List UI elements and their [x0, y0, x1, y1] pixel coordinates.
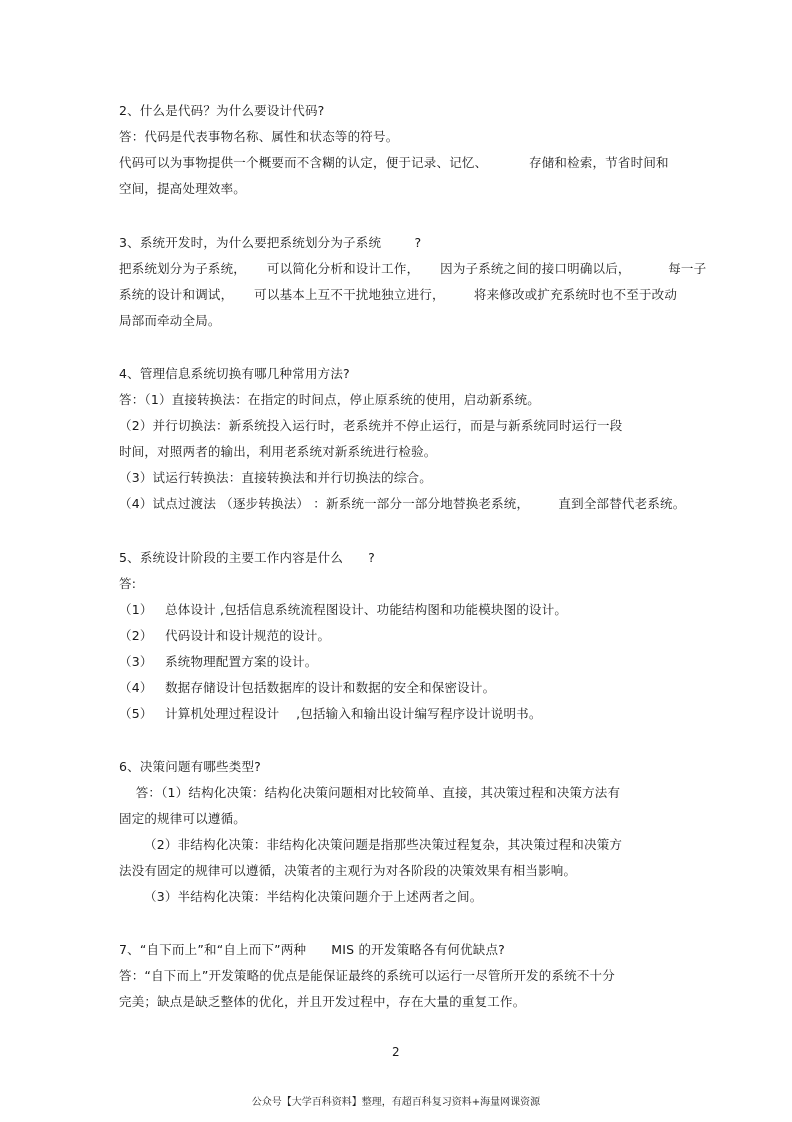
footer-note: 公众号【大学百科资料】整理，有超百科复习资料+海量网课资源: [251, 1097, 541, 1108]
text-line: （1） 总体设计 ,包括信息系统流程图设计、功能结构图和功能模块图的设计。: [119, 602, 568, 617]
text-line: 4、管理信息系统切换有哪几种常用方法?: [119, 366, 350, 381]
page-number: 2: [392, 1045, 400, 1059]
text-line: 法没有固定的规律可以遵循，决策者的主观行为对各阶段的决策效果有相当影响。: [119, 863, 577, 878]
text-line: 答：“自下而上”开发策略的优点是能保证最终的系统可以运行一尽管所开发的系统不十分: [119, 968, 615, 983]
text-line: （5） 计算机处理过程设计 ,包括输入和输出设计编写程序设计说明书。: [119, 706, 542, 721]
text-line: 2、什么是代码？为什么要设计代码?: [119, 103, 325, 118]
text-line: （4） 数据存储设计包括数据库的设计和数据的安全和保密设计。: [119, 680, 496, 695]
text-line: 答:: [119, 576, 137, 591]
text-line: 3、系统开发时，为什么要把系统划分为子系统 ?: [119, 235, 422, 250]
text-line: （2）非结构化决策：非结构化决策问题是指那些决策过程复杂，其决策过程和决策方: [119, 837, 623, 852]
text-line: 5、系统设计阶段的主要工作内容是什么 ?: [119, 550, 375, 565]
text-line: （3） 系统物理配置方案的设计。: [119, 654, 318, 669]
text-line: （2） 代码设计和设计规范的设计。: [119, 628, 331, 643]
text-line: 代码可以为事物提供一个概要而不含糊的认定，便于记录、记忆、 存储和检索，节省时间和: [119, 155, 669, 170]
text-line: 局部而牵动全局。: [119, 313, 221, 328]
text-line: （4）试点过渡法 （逐步转换法） ：新系统一部分一部分地替换老系统， 直到全部替代老系统。: [119, 496, 686, 511]
text-line: 答：（1）直接转换法：在指定的时间点，停止原系统的使用，启动新系统。: [119, 392, 541, 407]
text-line: 6、决策问题有哪些类型?: [119, 759, 261, 774]
text-line: 7、“自下而上”和“自上而下”两种 MIS 的开发策略各有何优缺点?: [119, 942, 506, 957]
text-line: 系统的设计和调试， 可以基本上互不干扰地独立进行， 将来修改或扩充系统时也不至于改动: [119, 287, 678, 302]
text-line: 完美；缺点是缺乏整体的优化，并且开发过程中，存在大量的重复工作。: [119, 994, 526, 1009]
text-line: 空间，提高处理效率。: [119, 181, 247, 196]
text-line: （3）半结构化决策：半结构化决策问题介于上述两者之间。: [119, 889, 483, 904]
text-line: （3）试运行转换法：直接转换法和并行切换法的综合。: [119, 470, 432, 485]
text-line: 把系统划分为子系统， 可以简化分析和设计工作， 因为子系统之间的接口明确以后， 每一子: [119, 261, 707, 276]
text-line: 答：代码是代表事物名称、属性和状态等的符号。: [119, 129, 399, 144]
text-line: 答：（1）结构化决策：结构化决策问题相对比较简单、直接，其决策过程和决策方法有: [119, 785, 621, 800]
text-line: （2）并行切换法：新系统投入运行时，老系统并不停止运行，而是与新系统同时运行一段: [119, 418, 623, 433]
text-line: 固定的规律可以遵循。: [119, 811, 247, 826]
text-line: 时间，对照两者的输出，利用老系统对新系统进行检验。: [119, 444, 437, 459]
